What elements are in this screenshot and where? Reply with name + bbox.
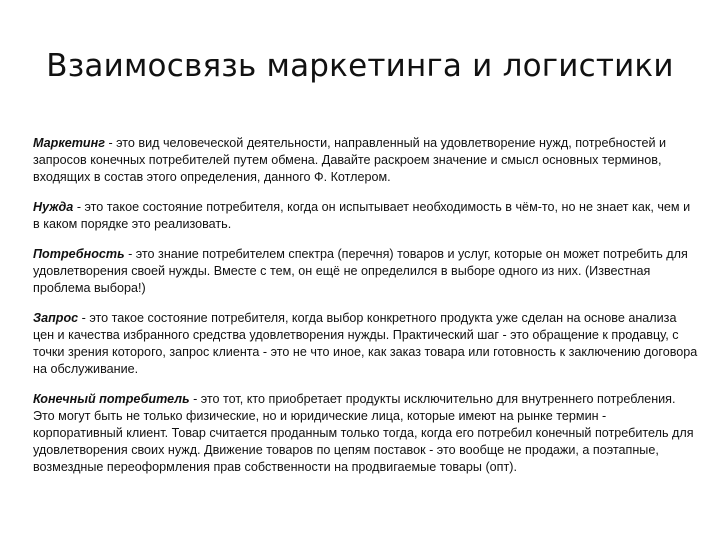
definition-end-consumer: - это тот, кто приобретает продукты исключительно для внутреннего потребления. Это могут быть не только физические, но и юридические лица, которые имеют на рынке термин - корпоративный клиент. Товар считается проданным только тогда, когда его потребил конечный потребитель для удовлетворения своих нужд. Движение товаров по цепям поставок - это вообще не продажи, а поэтапные, возмездные переоформления прав собственности на продвигаемые товары (опт). — [33, 392, 694, 474]
paragraph-want — [33, 246, 698, 297]
term-marketing: Маркетинг — [33, 136, 105, 150]
definition-marketing: - это вид человеческой деятельности, направленный на удовлетворение нужд, потребностей и запросов конечных потребителей путем обмена. Давайте раскроем значение и смысл основных терминов, входящих в состав этого определения, данного Ф. Котлером. — [33, 136, 667, 184]
paragraph-marketing — [33, 135, 698, 186]
term-want: Потребность — [33, 247, 125, 261]
slide-title: Взаимосвязь маркетинга и логистики — [46, 48, 674, 84]
term-end-consumer: Конечный потребитель — [33, 392, 190, 406]
paragraph-demand — [33, 310, 698, 378]
definition-want: - это знание потребителем спектра (перечня) товаров и услуг, которые он может потребить для удовлетворения своей нужды. Вместе с тем, он ещё не определился в выборе одного из них. (Известная проблема выбора!) — [33, 247, 688, 295]
definition-need: - это такое состояние потребителя, когда он испытывает необходимость в чём-то, но не знает как, чем и в каком порядке это реализовать. — [33, 200, 691, 231]
term-demand: Запрос — [33, 311, 79, 325]
term-need: Нужда — [33, 200, 74, 214]
paragraph-end-consumer — [33, 391, 698, 476]
slide-body — [33, 135, 698, 489]
paragraph-need — [33, 199, 698, 233]
definition-demand: - это такое состояние потребителя, когда выбор конкретного продукта уже сделан на основе анализа цен и качества избранного средства удовлетворения нужды. Практический шаг - это обращение к продавцу, с точки зрения которого, запрос клиента - это не что иное, как заказ товара или готовность к заключению договора на обслуживание. — [33, 311, 698, 376]
